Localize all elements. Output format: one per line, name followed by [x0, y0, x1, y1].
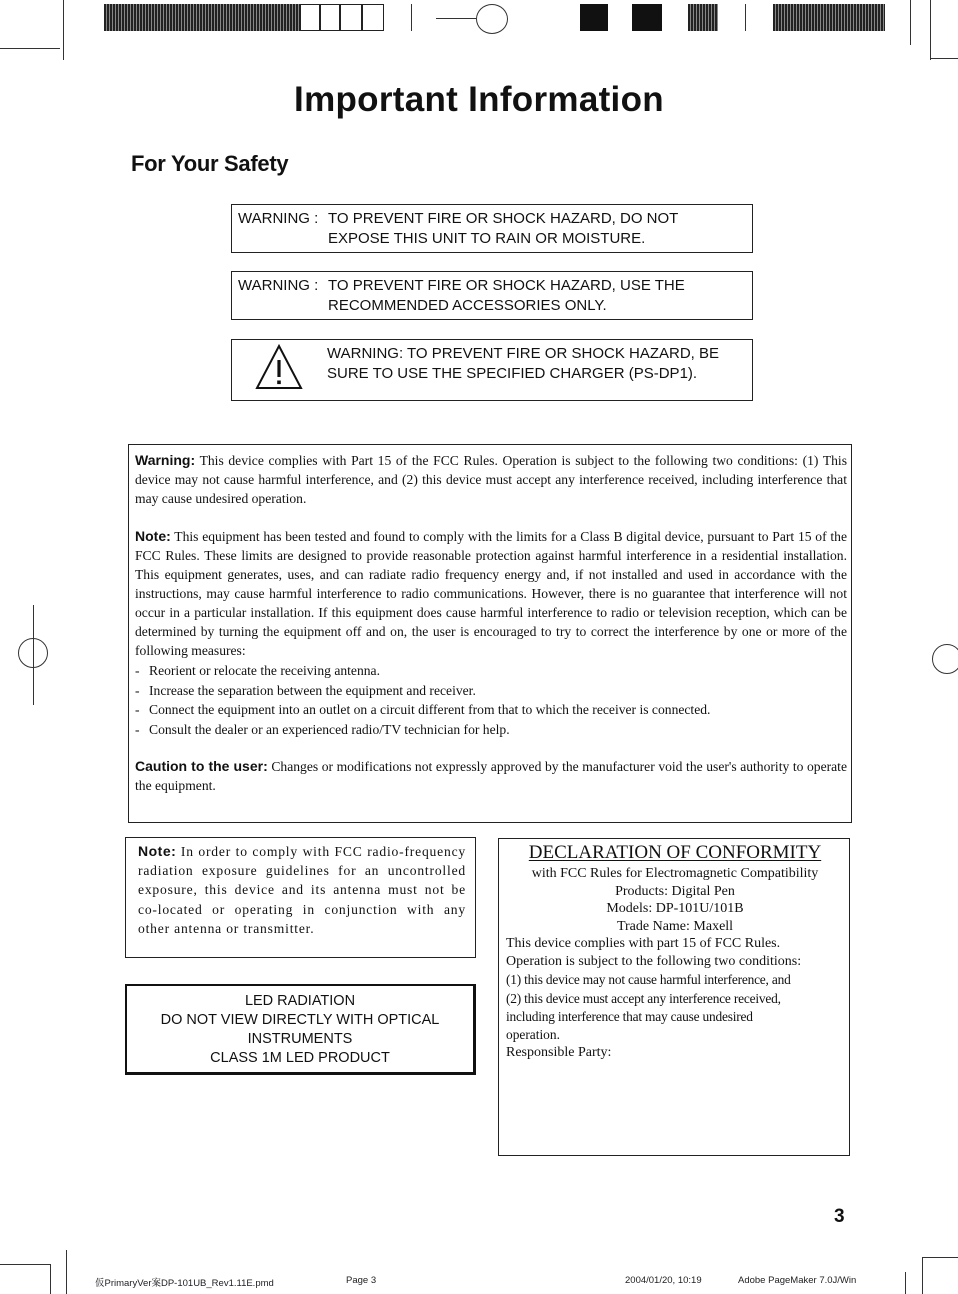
footer-page: Page 3 — [346, 1275, 377, 1286]
declaration-line: Trade Name: Maxell — [616, 918, 734, 934]
registration-box — [300, 4, 320, 31]
declaration-title: DECLARATION OF CONFORMITY — [528, 842, 822, 863]
crop-mark — [50, 1264, 51, 1294]
rf-exposure-note-box — [125, 837, 476, 958]
fcc-compliance-box — [128, 444, 852, 823]
warning-text — [328, 276, 748, 316]
fcc-note-heading: Note: — [135, 528, 171, 544]
led-line: DO NOT VIEW DIRECTLY WITH OPTICAL — [160, 1012, 440, 1028]
warning-text — [327, 344, 747, 384]
rf-note-text: In order to comply with FCC radio-frequency radiation exposure guidelines for an uncontrolled exposure, this device and its antenna must not be co-located or operating in conjunction with any other antenna or transmitter. — [138, 844, 466, 936]
warning-line: RECOMMENDED ACCESSORIES ONLY. — [328, 297, 607, 314]
crop-mark — [930, 0, 931, 60]
crop-mark — [0, 48, 60, 49]
page-title: Important Information — [294, 80, 664, 119]
declaration-line: (2) this device must accept any interference received, — [506, 990, 781, 1006]
registration-circle — [932, 644, 958, 674]
fcc-caution-paragraph — [135, 757, 847, 795]
declaration-line: This device complies with part 15 of FCC Rules. — [506, 936, 781, 951]
crop-mark — [922, 1257, 958, 1258]
fcc-warning-paragraph — [135, 451, 847, 508]
warning-triangle-icon — [254, 343, 304, 391]
crop-mark — [745, 4, 746, 31]
led-line: CLASS 1M LED PRODUCT — [210, 1050, 390, 1066]
fcc-measures-list — [135, 661, 847, 739]
page-number: 3 — [834, 1206, 845, 1227]
warning-line: TO PREVENT FIRE OR SHOCK HAZARD, DO NOT — [328, 210, 679, 227]
crop-mark — [930, 58, 958, 59]
registration-bar — [688, 4, 718, 31]
declaration-line: (1) this device may not cause harmful interference, and — [506, 972, 791, 988]
section-title: For Your Safety — [131, 151, 289, 176]
list-item: - Reorient or relocate the receiving antenna. — [135, 661, 847, 681]
declaration-of-conformity-box — [498, 838, 850, 1156]
warning-line: WARNING: TO PREVENT FIRE OR SHOCK HAZARD, BE — [327, 345, 719, 362]
warning-line: TO PREVENT FIRE OR SHOCK HAZARD, USE THE — [328, 277, 685, 294]
fcc-caution-heading: Caution to the user: — [135, 758, 268, 774]
list-item: - Connect the equipment into an outlet on a circuit different from that to which the receiver is connected. — [135, 700, 847, 720]
list-item: - Consult the dealer or an experienced radio/TV technician for help. — [135, 720, 847, 740]
fcc-warning-heading: Warning: — [135, 452, 196, 468]
crop-mark — [66, 1250, 67, 1294]
warning-line: SURE TO USE THE SPECIFIED CHARGER (PS-DP1). — [327, 365, 698, 382]
crop-mark — [0, 1264, 50, 1265]
warning-line: EXPOSE THIS UNIT TO RAIN OR MOISTURE. — [328, 230, 646, 247]
registration-bar — [580, 4, 608, 31]
led-line: INSTRUMENTS — [247, 1031, 353, 1047]
registration-bar — [104, 4, 300, 31]
footer-filename: 仮PrimaryVer案DP-101UB_Rev1.11E.pmd — [95, 1278, 274, 1289]
warning-label: WARNING : — [238, 277, 319, 294]
declaration-body — [506, 935, 846, 1062]
crop-mark — [922, 1257, 923, 1294]
declaration-line: including interference that may cause undesired — [506, 1008, 753, 1024]
crop-mark — [411, 4, 412, 31]
declaration-line: Operation is subject to the following two conditions: — [506, 954, 802, 970]
rf-note-paragraph — [138, 842, 466, 938]
declaration-line: operation. — [506, 1027, 560, 1043]
crop-mark — [905, 1272, 906, 1294]
registration-circle — [476, 4, 508, 34]
led-line: LED RADIATION — [244, 993, 356, 1009]
declaration-product-info — [499, 865, 851, 935]
registration-box — [320, 4, 340, 31]
declaration-line: Responsible Party: — [506, 1045, 612, 1061]
warning-text — [328, 209, 748, 249]
crop-mark — [436, 18, 476, 19]
list-item: - Increase the separation between the equipment and receiver. — [135, 681, 847, 701]
warning-box-charger — [231, 339, 753, 401]
crop-mark — [910, 0, 911, 45]
crop-mark — [63, 0, 64, 60]
warning-box-accessories — [231, 271, 753, 320]
warning-box-rain — [231, 204, 753, 253]
registration-circle — [18, 638, 48, 668]
registration-box — [362, 4, 384, 31]
warning-label: WARNING : — [238, 210, 319, 227]
registration-bar — [773, 4, 885, 31]
fcc-note-text: This equipment has been tested and found to comply with the limits for a Class B digital device, pursuant to Part 15 of the FCC Rules. These limits are designed to provide reasonable protection against harmful interference in a residential installation. This equipment generates, uses, and can radiate radio frequency energy and, if not installed and used in accordance with the instructions, may cause harmful interference to radio communications. However, there is no guarantee that interference will not occur in a particular installation. If this equipment does cause harmful interference to radio or television reception, which can be determined by turning the equipment off and on, the user is encouraged to try to correct the interference by one or more of the following measures: — [135, 529, 847, 658]
fcc-warning-text: This device complies with Part 15 of the FCC Rules. Operation is subject to the following two conditions: (1) This device may not cause harmful interference, and (2) this device must accept any interference received, including interference that may cause undesired operation. — [135, 453, 848, 506]
rf-note-heading: Note: — [138, 843, 177, 859]
footer-datetime: 2004/01/20, 10:19 — [625, 1275, 702, 1286]
declaration-line: Products: Digital Pen — [615, 883, 735, 899]
declaration-line: with FCC Rules for Electromagnetic Compatibility — [531, 866, 819, 881]
registration-bar — [632, 4, 662, 31]
fcc-note-paragraph — [135, 527, 847, 660]
fcc-caution-text: Changes or modifications not expressly approved by the manufacturer void the user's authority to operate the equipment. — [135, 759, 847, 793]
footer-application: Adobe PageMaker 7.0J/Win — [738, 1275, 857, 1286]
led-radiation-box — [125, 984, 476, 1075]
registration-box — [340, 4, 362, 31]
declaration-line: Models: DP-101U/101B — [606, 901, 744, 916]
